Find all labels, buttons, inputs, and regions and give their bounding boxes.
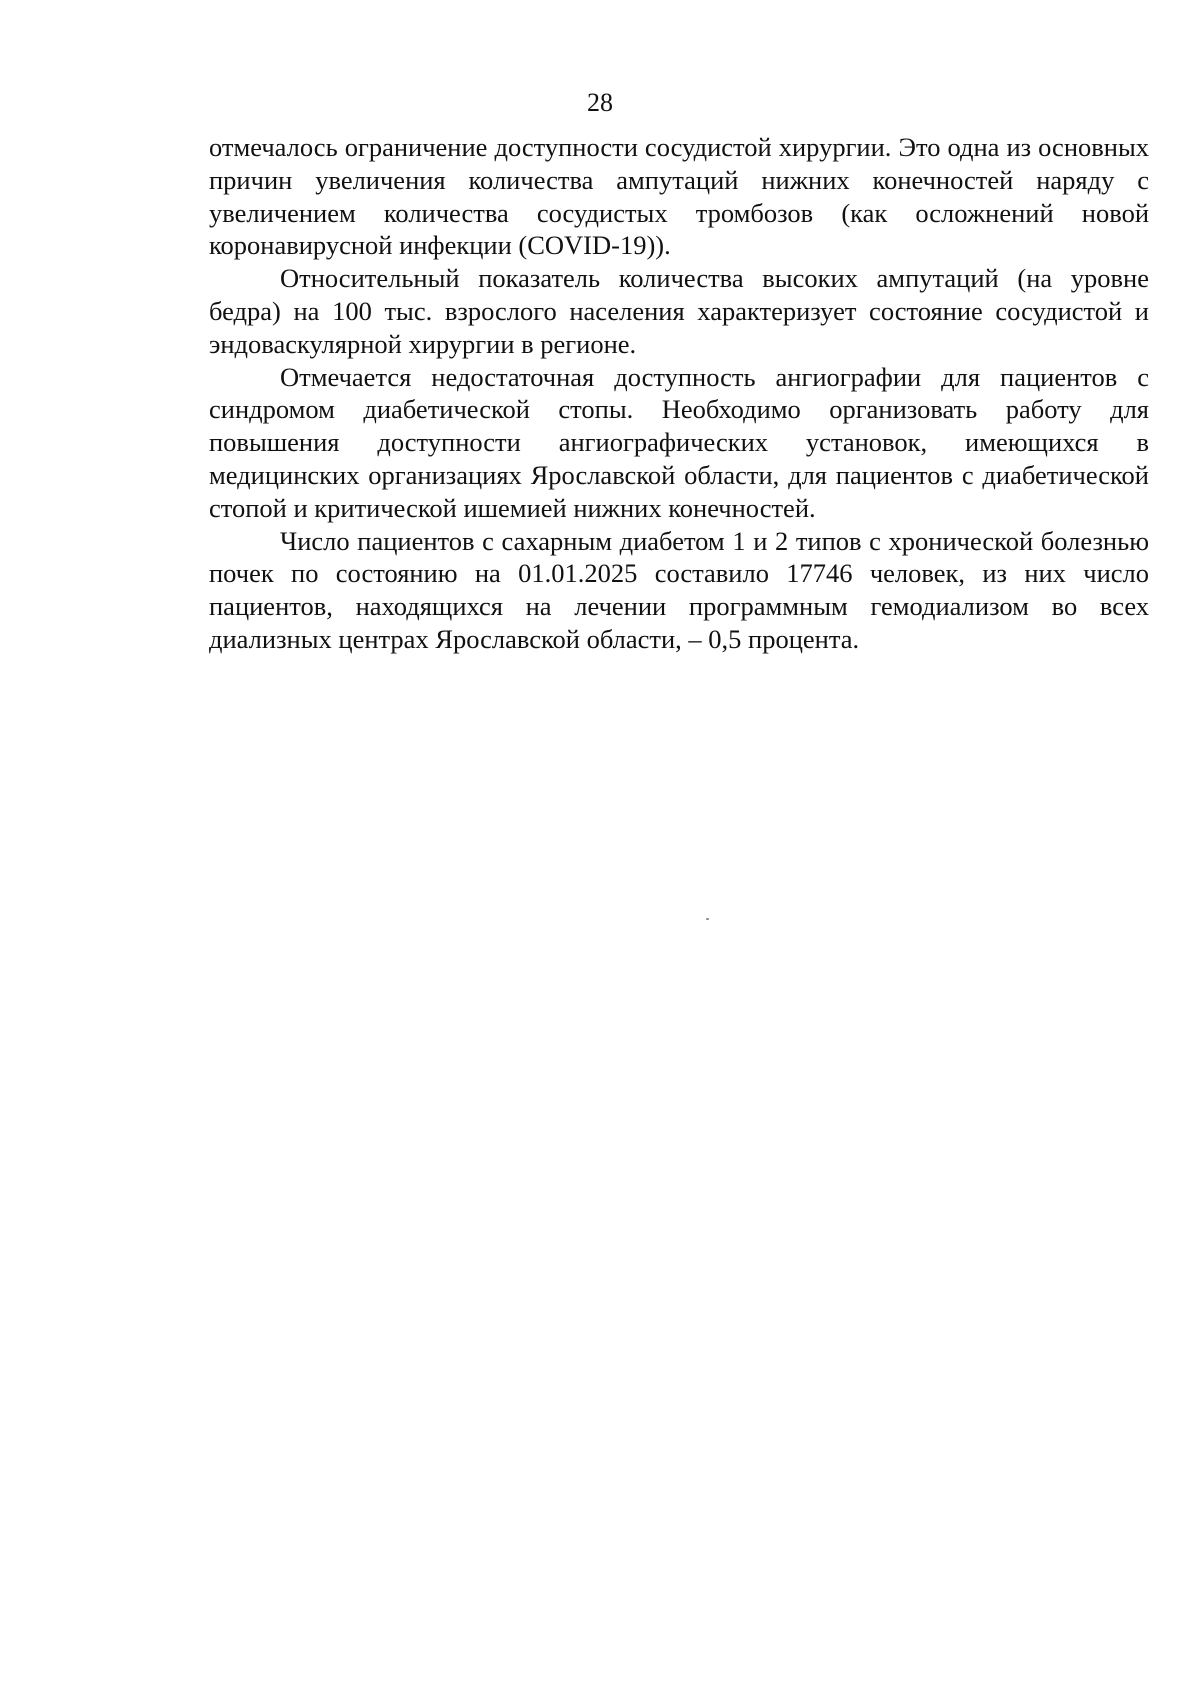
paragraph-4: Число пациентов с сахарным диабетом 1 и 2 типов с хронической болезнью почек по состоянию на 01.01.2025 составило 17746 человек, из них число пациентов, находящихся на лечении программным гемодиализом во всех диализных центрах Ярославской области, – 0,5 процента. (209, 525, 1149, 654)
body-text (209, 131, 1149, 656)
scan-speck (706, 918, 709, 920)
paragraph-1: отмечалось ограничение доступности сосудистой хирургии. Это одна из основных причин увеличения количества ампутаций нижних конечностей наряду с увеличением количества сосудистых тромбозов (как осложнений новой коронавирусной инфекции (COVID-19)). (209, 132, 1149, 261)
paragraph-2: Относительный показатель количества высоких ампутаций (на уровне бедра) на 100 тыс. взрослого населения характеризует состояние сосудистой и эндоваскулярной хирургии в регионе. (209, 263, 1149, 359)
paragraph-3: Отмечается недостаточная доступность ангиографии для пациентов с синдромом диабетической стопы. Необходимо организовать работу для повышения доступности ангиографических установок, имеющихся в медицинских организациях Ярославской области, для пациентов с диабетической стопой и критической ишемией нижних конечностей. (209, 361, 1149, 523)
page-number: 28 (587, 88, 613, 117)
